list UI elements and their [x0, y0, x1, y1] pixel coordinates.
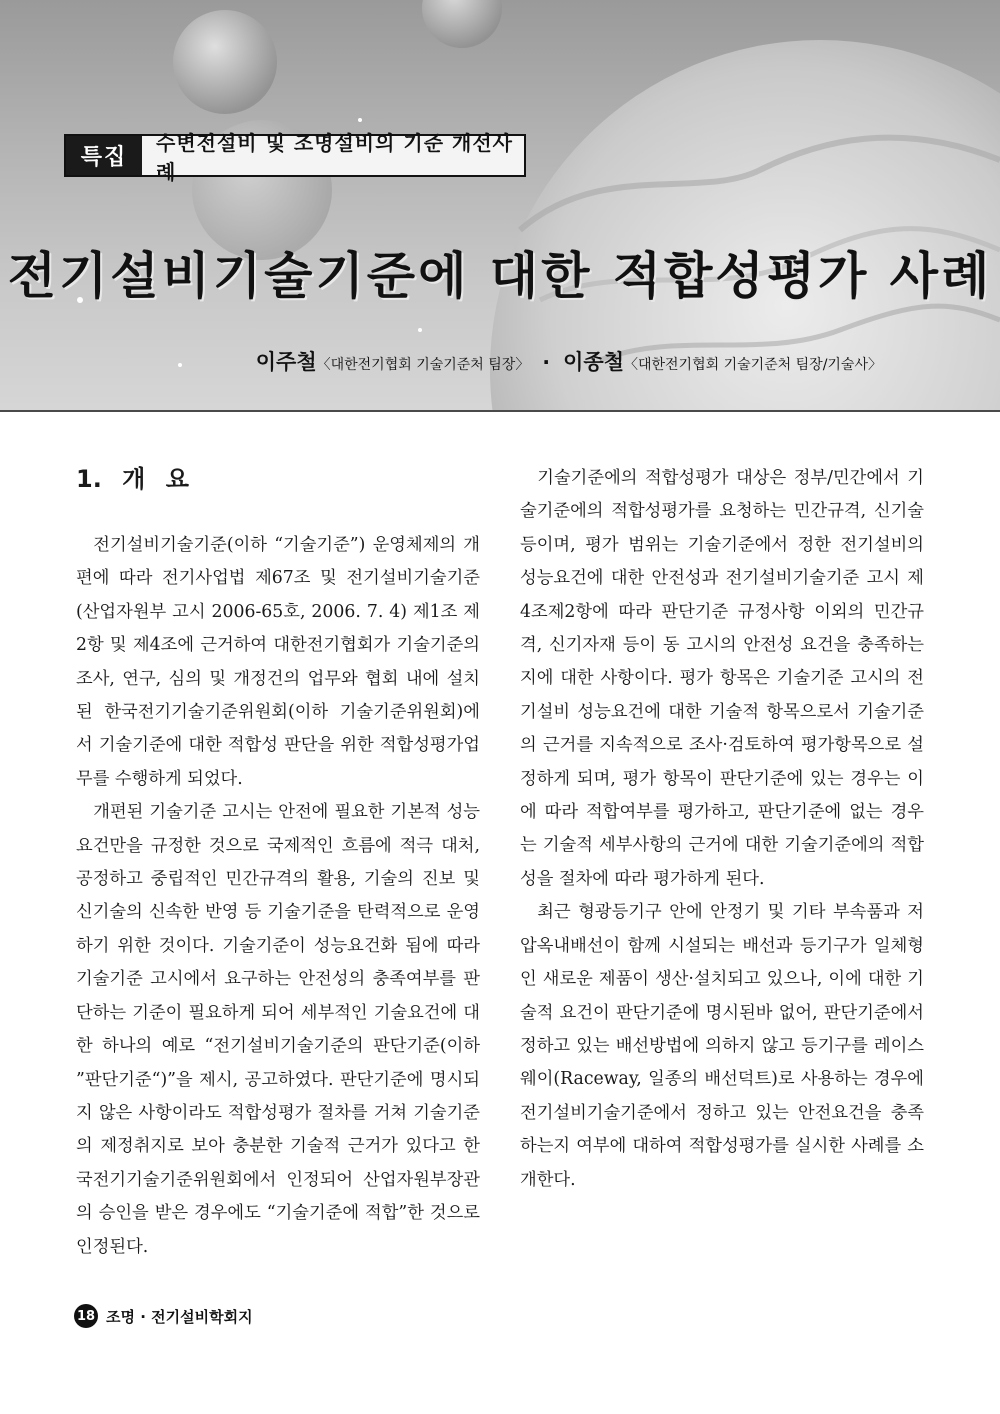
author-line — [256, 346, 882, 376]
author-affiliation: 〈대한전기협회 기술기준처 팀장〉 — [316, 357, 530, 373]
right-column — [520, 462, 924, 1197]
author-name: 이주철 — [255, 350, 317, 374]
author-affiliation: 〈대한전기협회 기술기준처 팀장/기술사〉 — [623, 357, 882, 373]
journal-name: 조명 · 전기설비학회지 — [106, 1307, 253, 1326]
section-heading: 1. 개 요 — [76, 465, 189, 493]
header-banner — [0, 0, 1000, 412]
page-footer — [74, 1304, 253, 1328]
feature-tag-topic: 수변전설비 및 조명설비의 기준 개선사례 — [156, 130, 513, 184]
author-separator: · — [542, 350, 551, 374]
body-paragraph: 기술기준에의 적합성평가 대상은 정부/민간에서 기술기준에의 적합성평가를 요청하는 민간규격, 신기술 등이며, 평가 범위는 기술기준에서 정한 전기설비의 성능요건에 대한 안전성과 전기설비기술기준 고시 제4조제2항에 따라 판단기준 규정사항 이외의 민간규격, 신기자재 등이 동 고시의 안전성 요건을 충족하는지에 대한 사항이다. 평가 항목은 기술기준 고시의 전기설비 성능요건에 대한 기술적 항목으로서 기술기준의 근거를 지속적으로 조사·검토하여 평가항목으로 설정하게 되며, 평가 항목이 판단기준에 있는 경우는 이에 따라 적합여부를 평가하고, 판단기준에 없는 경우는 기술적 세부사항의 근거에 대한 기술기준에의 적합성을 절차에 따라 평가하게 된다. — [520, 468, 924, 889]
author-name: 이종철 — [563, 350, 624, 374]
body-paragraph: 개편된 기술기준 고시는 안전에 필요한 기본적 성능 요건만을 규정한 것으로 국제적인 흐름에 적극 대처, 공정하고 중립적인 민간규격의 활용, 기술의 진보 및 신기술의 신속한 반영 등 기술기준을 탄력적으로 운영하기 위한 것이다. 기술기준이 성능요건화 됨에 따라 기술기준 고시에서 요구하는 안전성의 충족여부를 판단하는 기준이 필요하게 되어 세부적인 기술요건에 대한 하나의 예로 “전기설비기술기준의 판단기준(이하 ”판단기준“)”을 제시, 공고하였다. 판단기준에 명시되지 않은 사항이라도 적합성평가 절차를 거쳐 기술기준의 제정취지로 보아 충분한 기술적 근거가 있다고 한국전기기술기준위원회에서 인정되어 산업자원부장관의 승인을 받은 경우에도 “기술기준에 적합”한 것으로 인정된다. — [76, 802, 480, 1257]
page-number: 18 — [74, 1304, 98, 1328]
article-title: 전기설비기술기준에 대한 적합성평가 사례 — [7, 247, 993, 305]
left-column — [76, 462, 480, 1264]
body-paragraph: 전기설비기술기준(이하 “기술기준”) 운영체제의 개편에 따라 전기사업법 제67조 및 전기설비기술기준(산업자원부 고시 2006-65호, 2006. 7. 4) 제1조 제2항 및 제4조에 근거하여 대한전기협회가 기술기준의 조사, 연구, 심의 및 개정건의 업무와 협회 내에 설치된 한국전기기술기준위원회(이하 기술기준위원회)에서 기술기준에 대한 적합성 판단을 위한 적합성평가업무를 수행하게 되었다. — [76, 535, 480, 789]
feature-tag — [64, 130, 526, 184]
feature-tag-label: 특집 — [66, 136, 142, 175]
body-paragraph: 최근 형광등기구 안에 안정기 및 기타 부속품과 저압옥내배선이 함께 시설되는 배선과 등기구가 일체형인 새로운 제품이 생산·설치되고 있으나, 이에 대한 기술적 요건이 판단기준에 명시된바 없어, 판단기준에서 정하고 있는 배선방법에 의하지 않고 등기구를 레이스웨이(Raceway, 일종의 배선덕트)로 사용하는 경우에 전기설비기술기준에서 정하고 있는 안전요건을 충족하는지 여부에 대하여 적합성평가를 실시한 사례를 소개한다. — [520, 902, 924, 1190]
